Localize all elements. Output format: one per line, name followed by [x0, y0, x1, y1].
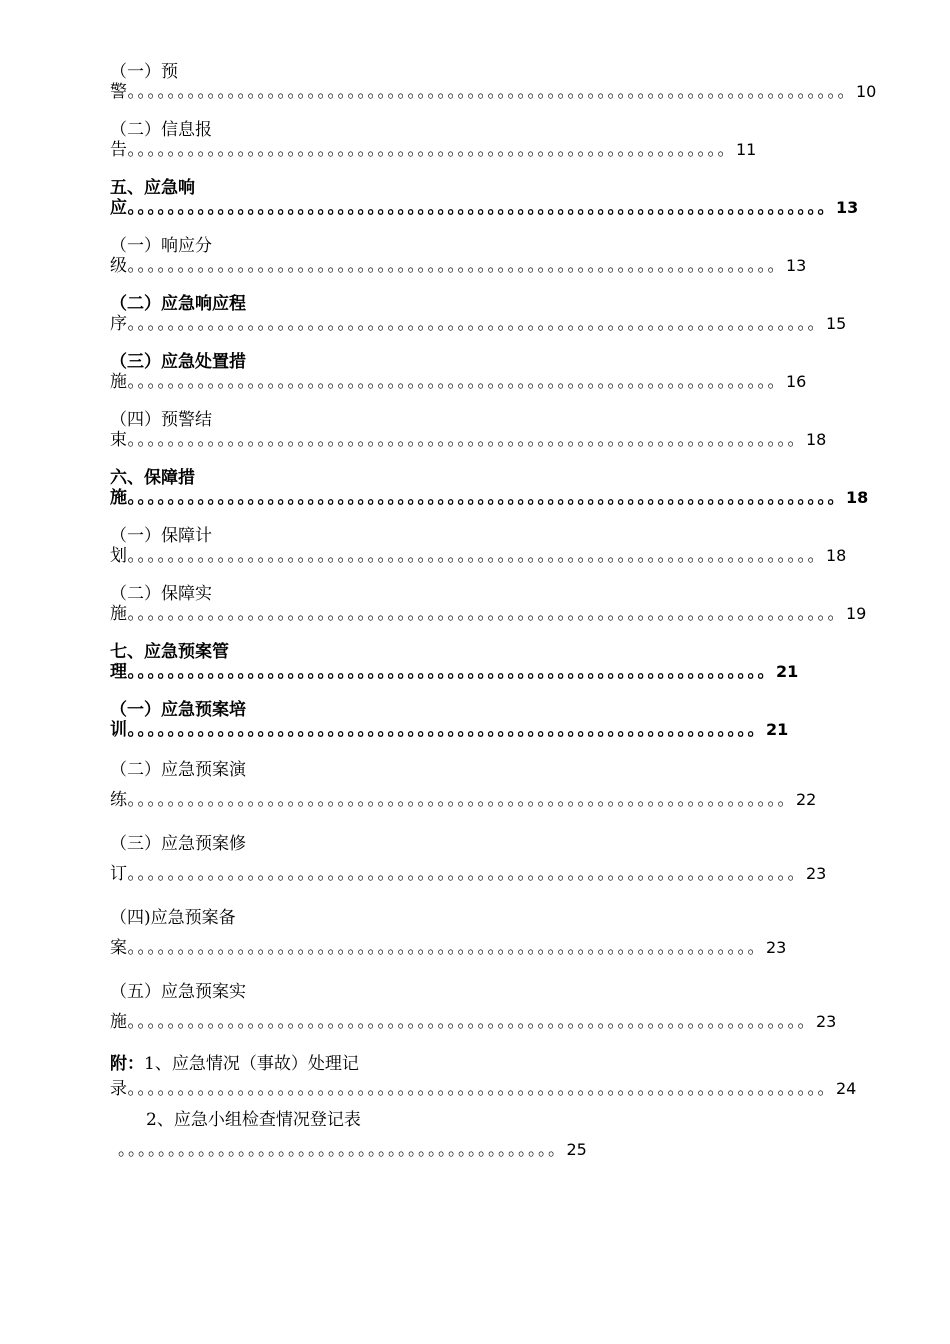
toc-entry-yingjichuzhicuoshi[interactable] [110, 352, 880, 392]
toc-entry-yingjixiangying[interactable] [110, 178, 880, 218]
toc-appendix-item-2[interactable] [110, 1110, 880, 1160]
toc-section-title: 七、应急预案管 [110, 642, 229, 662]
toc-page-number: 19 [846, 604, 867, 623]
toc-entry-title: （三）应急处置措 [110, 352, 246, 372]
toc-entry-lead: 练 [110, 790, 128, 810]
toc-page-number: 25 [566, 1140, 587, 1159]
toc-entry-yuanyanlian[interactable] [110, 760, 880, 812]
toc-entry-lead: 施 [110, 604, 128, 624]
toc-entry-lead: 订 [110, 864, 128, 884]
table-of-contents [110, 62, 880, 1160]
toc-page-number: 24 [836, 1079, 857, 1098]
toc-page-number: 11 [736, 140, 757, 159]
toc-page-number: 10 [856, 82, 877, 101]
toc-entry-lead: 训 [110, 720, 128, 740]
toc-entry-lead: 案 [110, 938, 128, 958]
toc-entry-lead: 告 [110, 140, 128, 160]
appendix-label: 附： [110, 1054, 144, 1074]
toc-entry-title: （一）保障计 [110, 526, 212, 546]
toc-entry-title: （二）保障实 [110, 584, 212, 604]
toc-page-number: 21 [776, 662, 799, 681]
toc-entry-title: （二）应急预案演 [110, 760, 246, 780]
toc-entry-title: （三）应急预案修 [110, 834, 246, 854]
toc-section-title: 六、保障措 [110, 468, 195, 488]
toc-entry-title: （一）预 [110, 62, 178, 82]
toc-entry-title: 1、应急情况（事故）处理记 [144, 1054, 359, 1074]
toc-page-number: 18 [806, 430, 827, 449]
toc-entry-yuanpeixun[interactable] [110, 700, 880, 740]
toc-page-number: 16 [786, 372, 807, 391]
toc-page-number: 13 [786, 256, 807, 275]
toc-page-number: 21 [766, 720, 789, 739]
toc-entry-yujingjieshu[interactable] [110, 410, 880, 450]
toc-entry-title: （四)应急预案备 [110, 908, 236, 928]
toc-entry-xinxibaogao[interactable] [110, 120, 880, 160]
toc-entry-yuanbeian[interactable] [110, 908, 880, 960]
toc-entry-lead: 应 [110, 198, 128, 218]
toc-entry-lead: 束 [110, 430, 128, 450]
toc-leader-dots: 。。。。。。。。。。。。。。。。。。。。。。。。。。。。。。。。。。。。。。。。。。。。。。。。。。。。。。。。。。。。。。。 [127, 720, 766, 740]
toc-page-number: 22 [796, 790, 817, 809]
toc-leader-dots: 。。。。。。。。。。。。。。。。。。。。。。。。。。。。。。。。。。。。。。。。。。。。。。。。。。。。。。。。。。。。。。。。。。。。。。。 [127, 488, 846, 508]
toc-entry-yujing[interactable] [110, 62, 880, 102]
toc-entry-baozhangcuoshi[interactable] [110, 468, 880, 508]
toc-entry-baozhangshishi[interactable] [110, 584, 880, 624]
toc-entry-lead: 序 [110, 314, 128, 334]
toc-entry-yingjixiangyingchengxu[interactable] [110, 294, 880, 334]
toc-leader-dots: 。。。。。。。。。。。。。。。。。。。。。。。。。。。。。。。。。。。。。。。。。。。。。。。。。。。。。。。。。。。。 [127, 140, 736, 160]
toc-entry-title: （一）响应分 [110, 236, 212, 256]
toc-entry-title: （一）应急预案培 [110, 700, 246, 720]
toc-leader-dots: 。。。。。。。。。。。。。。。。。。。。。。。。。。。。。。。。。。。。。。。。。。。。。。。。。。。。。。。。。。。。。。。。。。。 [127, 864, 806, 884]
toc-entry-lead: 施 [110, 372, 128, 392]
toc-entry-title: （四）预警结 [110, 410, 212, 430]
toc-entry-baozhangjihua[interactable] [110, 526, 880, 566]
toc-leader-dots: 。。。。。。。。。。。。。。。。。。。。。。。。。。。。。。。。。。。。。。。。。。。。 [118, 1140, 567, 1160]
toc-leader-dots: 。。。。。。。。。。。。。。。。。。。。。。。。。。。。。。。。。。。。。。。。。。。。。。。。。。。。。。。。。。。。。。。。。。 [127, 790, 796, 810]
toc-entry-xiangyingfenji[interactable] [110, 236, 880, 276]
toc-leader-dots: 。。。。。。。。。。。。。。。。。。。。。。。。。。。。。。。。。。。。。。。。。。。。。。。。。。。。。。。。。。。。。。。。。。。。 [127, 1012, 816, 1032]
toc-entry-lead: 划 [110, 546, 128, 566]
toc-entry-lead: 警 [110, 82, 128, 102]
toc-entry-title: （二）应急响应程 [110, 294, 246, 314]
toc-entry-yuanxiuding[interactable] [110, 834, 880, 886]
toc-page-number: 23 [816, 1012, 837, 1031]
toc-page-number: 23 [806, 864, 827, 883]
toc-entry-lead: 理 [110, 662, 128, 682]
toc-leader-dots: 。。。。。。。。。。。。。。。。。。。。。。。。。。。。。。。。。。。。。。。。。。。。。。。。。。。。。。。。。。。。。。。。。。。。。。 [127, 1079, 836, 1099]
toc-appendix-item-1[interactable] [110, 1054, 880, 1100]
toc-entry-lead: 录 [110, 1079, 128, 1099]
toc-leader-dots: 。。。。。。。。。。。。。。。。。。。。。。。。。。。。。。。。。。。。。。。。。。。。。。。。。。。。。。。。。。。。。。。。。 [127, 256, 786, 276]
toc-entry-yuanshishi[interactable] [110, 982, 880, 1034]
toc-page-number: 23 [766, 938, 787, 957]
toc-leader-dots: 。。。。。。。。。。。。。。。。。。。。。。。。。。。。。。。。。。。。。。。。。。。。。。。。。。。。。。。。。。。。。。。。 [127, 662, 776, 682]
toc-leader-dots: 。。。。。。。。。。。。。。。。。。。。。。。。。。。。。。。。。。。。。。。。。。。。。。。。。。。。。。。。。。。。。。。。。。。。。。。。 [127, 82, 856, 102]
toc-page-number: 13 [836, 198, 859, 217]
toc-page-number: 15 [826, 314, 847, 333]
toc-entry-title: （二）信息报 [110, 120, 212, 140]
toc-leader-dots: 。。。。。。。。。。。。。。。。。。。。。。。。。。。。。。。。。。。。。。。。。。。。。。。。。。。。。。。。。。。。。。。。。。。 [127, 430, 806, 450]
toc-leader-dots: 。。。。。。。。。。。。。。。。。。。。。。。。。。。。。。。。。。。。。。。。。。。。。。。。。。。。。。。。。。。。。。。。。。。。。。。 [127, 604, 846, 624]
toc-page-number: 18 [846, 488, 869, 507]
toc-entry-yingjiyuanguanli[interactable] [110, 642, 880, 682]
toc-leader-dots: 。。。。。。。。。。。。。。。。。。。。。。。。。。。。。。。。。。。。。。。。。。。。。。。。。。。。。。。。。。。。。。。。。。。。。 [127, 546, 826, 566]
toc-entry-lead: 施 [110, 488, 128, 508]
toc-entry-title: （五）应急预案实 [110, 982, 246, 1002]
toc-section-title: 五、应急响 [110, 178, 195, 198]
toc-leader-dots: 。。。。。。。。。。。。。。。。。。。。。。。。。。。。。。。。。。。。。。。。。。。。。。。。。。。。。。。。。。。。。。。。。。。。。 [127, 314, 826, 334]
toc-entry-title: 2、应急小组检查情况登记表 [146, 1110, 361, 1130]
toc-leader-dots: 。。。。。。。。。。。。。。。。。。。。。。。。。。。。。。。。。。。。。。。。。。。。。。。。。。。。。。。。。。。。。。。。。 [127, 372, 786, 392]
toc-entry-lead: 施 [110, 1012, 128, 1032]
toc-leader-dots: 。。。。。。。。。。。。。。。。。。。。。。。。。。。。。。。。。。。。。。。。。。。。。。。。。。。。。。。。。。。。。。。 [127, 938, 766, 958]
toc-entry-lead: 级 [110, 256, 128, 276]
toc-page-number: 18 [826, 546, 847, 565]
toc-leader-dots: 。。。。。。。。。。。。。。。。。。。。。。。。。。。。。。。。。。。。。。。。。。。。。。。。。。。。。。。。。。。。。。。。。。。。。。 [127, 198, 836, 218]
